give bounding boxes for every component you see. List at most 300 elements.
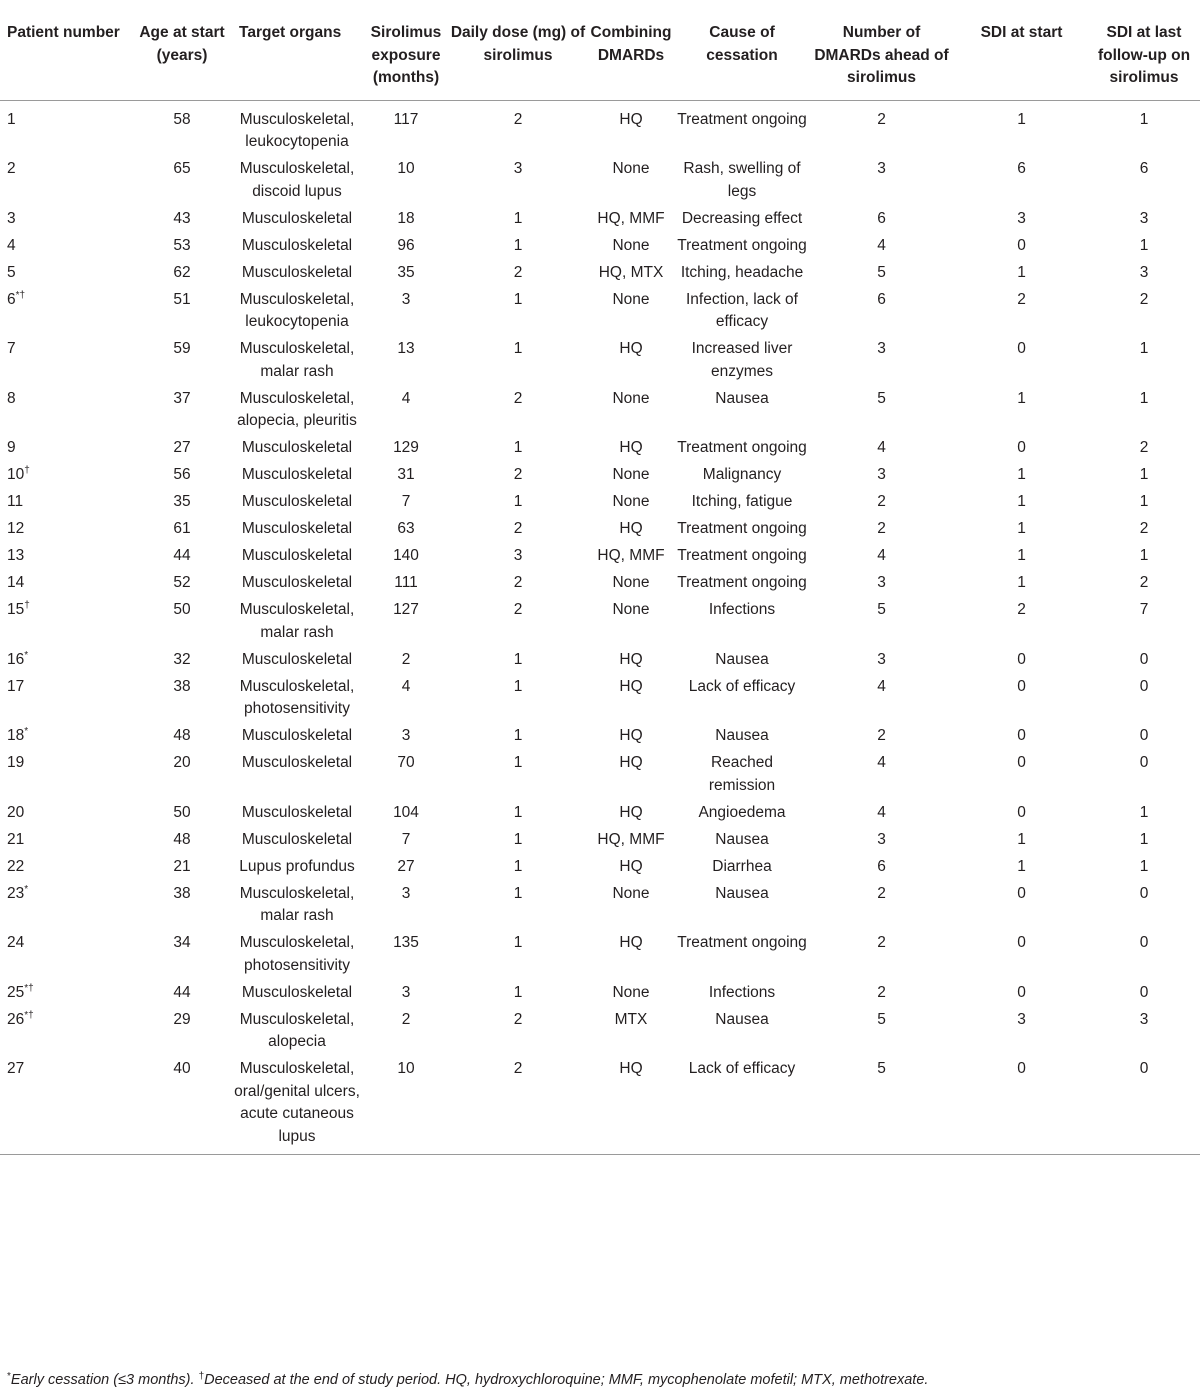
cell-number-of-dmards xyxy=(808,979,955,1006)
footnote-early-text: Early cessation (≤3 months). xyxy=(10,1372,199,1388)
table-row xyxy=(0,205,1200,232)
cell-patient-number xyxy=(0,1055,132,1155)
cell-cause-of-cessation xyxy=(676,488,808,515)
cell-sirolimus-exposure xyxy=(362,1006,450,1056)
cell-number-of-dmards-text: 4 xyxy=(877,803,886,821)
cell-target-organs-text: Musculoskeletal xyxy=(241,983,353,1001)
cell-target-organs-text: Musculoskeletal, malar rash xyxy=(239,884,355,924)
cell-age-at-start-text: 48 xyxy=(173,727,191,744)
table-row xyxy=(0,826,1200,853)
cell-combining-dmards xyxy=(586,100,676,155)
cell-number-of-dmards xyxy=(808,434,955,461)
cell-patient-number xyxy=(0,826,132,853)
cell-number-of-dmards-text: 3 xyxy=(877,830,886,848)
cell-combining-dmards xyxy=(586,569,676,596)
cell-age-at-start-text: 56 xyxy=(173,466,191,483)
cell-number-of-dmards-text: 4 xyxy=(877,677,886,695)
cell-target-organs xyxy=(232,335,362,385)
table-row xyxy=(0,542,1200,569)
cell-target-organs-text: Lupus profundus xyxy=(239,857,355,875)
cell-cause-of-cessation xyxy=(676,880,808,930)
cell-patient-number-text: 7 xyxy=(7,340,16,357)
cell-sdi-at-start xyxy=(955,515,1088,542)
cell-number-of-dmards xyxy=(808,488,955,515)
cell-cause-of-cessation-text: Treatment ongoing xyxy=(677,574,807,591)
cell-sirolimus-exposure xyxy=(362,853,450,880)
table-row xyxy=(0,673,1200,723)
cell-combining-dmards xyxy=(586,673,676,723)
cell-patient-number-text: 16 xyxy=(7,650,25,668)
cell-combining-dmards-text: HQ xyxy=(619,934,643,951)
cell-sdi-at-last-follow-up-text: 0 xyxy=(1139,983,1149,1001)
cell-cause-of-cessation-text: Angioedema xyxy=(698,803,786,821)
cell-combining-dmards xyxy=(586,461,676,488)
cell-target-organs xyxy=(232,1006,362,1056)
cell-sdi-at-last-follow-up-text: 1 xyxy=(1139,389,1149,407)
cell-combining-dmards xyxy=(586,488,676,515)
header-row xyxy=(0,15,1200,100)
cell-age-at-start-text: 62 xyxy=(173,263,191,281)
cell-sdi-at-last-follow-up-text: 3 xyxy=(1139,1010,1149,1028)
cell-sdi-at-start-text: 0 xyxy=(1017,677,1026,695)
cell-cause-of-cessation xyxy=(676,1006,808,1056)
cell-patient-number-text: 11 xyxy=(7,493,24,510)
cell-cause-of-cessation-text: Malignancy xyxy=(702,466,782,483)
cell-patient-number-text: 3 xyxy=(7,209,16,227)
cell-patient-number-text: 5 xyxy=(7,263,16,281)
cell-sdi-at-start xyxy=(955,853,1088,880)
cell-cause-of-cessation-text: Infections xyxy=(708,983,776,1001)
cell-sdi-at-start-text: 0 xyxy=(1017,803,1026,821)
cell-number-of-dmards-text: 3 xyxy=(877,650,886,668)
cell-cause-of-cessation xyxy=(676,722,808,749)
cell-patient-number xyxy=(0,434,132,461)
cell-age-at-start-text: 29 xyxy=(173,1010,191,1028)
cell-sdi-at-start xyxy=(955,542,1088,569)
cell-cause-of-cessation-text: Treatment ongoing xyxy=(677,439,807,456)
cell-sdi-at-last-follow-up xyxy=(1088,799,1200,826)
cell-sirolimus-exposure-text: 27 xyxy=(397,857,415,875)
table-row xyxy=(0,286,1200,336)
cell-sdi-at-start xyxy=(955,826,1088,853)
cell-age-at-start-text: 51 xyxy=(173,290,191,308)
cell-number-of-dmards-text: 4 xyxy=(877,547,886,564)
cell-sirolimus-exposure-text: 127 xyxy=(393,601,419,618)
cell-combining-dmards-text: HQ, MMF xyxy=(597,547,665,564)
table-row xyxy=(0,749,1200,799)
footnote-mark: * xyxy=(24,883,29,895)
cell-daily-dose xyxy=(450,259,586,286)
footnote-early-mark: * xyxy=(7,1371,11,1382)
cell-target-organs xyxy=(232,569,362,596)
cell-sdi-at-start xyxy=(955,385,1088,435)
cell-sirolimus-exposure-text: 140 xyxy=(393,547,419,564)
cell-cause-of-cessation xyxy=(676,434,808,461)
cell-age-at-start-text: 50 xyxy=(173,803,191,821)
cell-target-organs-text: Musculoskeletal, malar rash xyxy=(239,601,355,641)
cell-target-organs-text: Musculoskeletal xyxy=(241,209,353,227)
cell-sdi-at-start-text: 6 xyxy=(1017,160,1026,177)
cell-daily-dose-text: 1 xyxy=(513,803,523,821)
cell-daily-dose-text: 1 xyxy=(513,439,523,456)
cell-sdi-at-last-follow-up-text: 1 xyxy=(1139,340,1149,357)
cell-combining-dmards xyxy=(586,853,676,880)
cell-sdi-at-last-follow-up-text: 2 xyxy=(1139,290,1149,308)
cell-daily-dose xyxy=(450,673,586,723)
cell-number-of-dmards xyxy=(808,100,955,155)
cell-cause-of-cessation-text: Treatment ongoing xyxy=(677,520,807,537)
cell-combining-dmards xyxy=(586,1006,676,1056)
cell-patient-number xyxy=(0,880,132,930)
footnote-mark: *† xyxy=(24,982,34,994)
cell-combining-dmards-text: HQ xyxy=(619,340,643,357)
cell-patient-number xyxy=(0,461,132,488)
cell-patient-number-text: 25 xyxy=(7,983,25,1001)
cell-sdi-at-start xyxy=(955,335,1088,385)
cell-number-of-dmards-text: 3 xyxy=(877,466,886,483)
table-row xyxy=(0,569,1200,596)
cell-patient-number-text: 2 xyxy=(7,160,16,177)
cell-target-organs-text: Musculoskeletal xyxy=(241,493,353,510)
cell-sdi-at-last-follow-up xyxy=(1088,1055,1200,1155)
cell-number-of-dmards xyxy=(808,515,955,542)
cell-target-organs-text: Musculoskeletal xyxy=(241,803,353,821)
cell-sirolimus-exposure xyxy=(362,979,450,1006)
cell-combining-dmards xyxy=(586,542,676,569)
table-row xyxy=(0,979,1200,1006)
table-row xyxy=(0,385,1200,435)
cell-age-at-start xyxy=(132,799,232,826)
cell-cause-of-cessation xyxy=(676,979,808,1006)
cell-age-at-start-text: 38 xyxy=(173,884,191,902)
cell-sirolimus-exposure xyxy=(362,1055,450,1155)
cell-sirolimus-exposure xyxy=(362,461,450,488)
cell-sdi-at-start-text: 1 xyxy=(1017,574,1026,591)
cell-target-organs-text: Musculoskeletal xyxy=(241,439,353,456)
table-header xyxy=(0,15,1200,100)
cell-sirolimus-exposure xyxy=(362,646,450,673)
cell-sdi-at-start-text: 1 xyxy=(1017,857,1026,875)
cell-patient-number-text: 8 xyxy=(7,389,16,407)
header-daily-dose: Daily dose (mg) of sirolimus xyxy=(450,15,586,100)
cell-sdi-at-last-follow-up-text: 1 xyxy=(1139,236,1149,254)
cell-number-of-dmards-text: 5 xyxy=(877,1010,886,1028)
cell-daily-dose-text: 1 xyxy=(513,934,523,951)
cell-sdi-at-last-follow-up xyxy=(1088,461,1200,488)
cell-daily-dose-text: 2 xyxy=(513,110,523,128)
header-cause-of-cessation: Cause of cessation xyxy=(676,15,808,100)
cell-patient-number-text: 12 xyxy=(7,520,25,537)
cell-sdi-at-last-follow-up xyxy=(1088,722,1200,749)
cell-sirolimus-exposure-text: 129 xyxy=(393,439,419,456)
cell-age-at-start-text: 44 xyxy=(173,547,191,564)
cell-daily-dose-text: 2 xyxy=(513,520,523,537)
cell-daily-dose-text: 1 xyxy=(513,493,523,510)
cell-number-of-dmards xyxy=(808,385,955,435)
cell-target-organs xyxy=(232,596,362,646)
cell-sdi-at-start xyxy=(955,596,1088,646)
cell-daily-dose xyxy=(450,434,586,461)
cell-sdi-at-start xyxy=(955,461,1088,488)
cell-sdi-at-last-follow-up xyxy=(1088,515,1200,542)
cell-number-of-dmards-text: 6 xyxy=(877,857,886,875)
cell-age-at-start xyxy=(132,100,232,155)
cell-age-at-start xyxy=(132,673,232,723)
cell-target-organs xyxy=(232,749,362,799)
cell-target-organs-text: Musculoskeletal xyxy=(241,466,353,483)
cell-age-at-start xyxy=(132,542,232,569)
cell-number-of-dmards xyxy=(808,335,955,385)
cell-patient-number xyxy=(0,929,132,979)
cell-combining-dmards xyxy=(586,929,676,979)
cell-patient-number xyxy=(0,259,132,286)
cell-sirolimus-exposure-text: 3 xyxy=(401,983,411,1001)
cell-cause-of-cessation xyxy=(676,232,808,259)
cell-number-of-dmards xyxy=(808,1055,955,1155)
cell-age-at-start xyxy=(132,722,232,749)
cell-age-at-start-text: 52 xyxy=(173,574,191,591)
cell-daily-dose-text: 1 xyxy=(513,983,523,1001)
cell-sirolimus-exposure xyxy=(362,542,450,569)
cell-age-at-start-text: 21 xyxy=(173,857,191,875)
cell-number-of-dmards-text: 2 xyxy=(877,727,886,744)
cell-sdi-at-start-text: 1 xyxy=(1017,547,1026,564)
cell-age-at-start-text: 65 xyxy=(173,160,191,177)
cell-age-at-start xyxy=(132,979,232,1006)
cell-target-organs-text: Musculoskeletal xyxy=(241,547,353,564)
cell-cause-of-cessation xyxy=(676,259,808,286)
table-row xyxy=(0,880,1200,930)
cell-number-of-dmards xyxy=(808,853,955,880)
cell-target-organs xyxy=(232,155,362,205)
table-row xyxy=(0,1006,1200,1056)
cell-combining-dmards xyxy=(586,515,676,542)
header-combining-dmards: Combining DMARDs xyxy=(586,15,676,100)
cell-patient-number-text: 6 xyxy=(7,290,16,308)
cell-patient-number xyxy=(0,749,132,799)
cell-cause-of-cessation xyxy=(676,569,808,596)
cell-number-of-dmards xyxy=(808,749,955,799)
cell-cause-of-cessation xyxy=(676,1055,808,1155)
cell-sdi-at-last-follow-up xyxy=(1088,853,1200,880)
cell-cause-of-cessation-text: Reached remission xyxy=(708,754,776,794)
cell-patient-number xyxy=(0,286,132,336)
cell-target-organs-text: Musculoskeletal xyxy=(241,574,353,591)
cell-sdi-at-last-follow-up-text: 2 xyxy=(1139,520,1149,537)
cell-target-organs xyxy=(232,259,362,286)
cell-sdi-at-start xyxy=(955,749,1088,799)
cell-sdi-at-last-follow-up-text: 1 xyxy=(1139,493,1149,510)
cell-patient-number xyxy=(0,232,132,259)
cell-combining-dmards-text: None xyxy=(612,160,650,177)
cell-sdi-at-last-follow-up-text: 1 xyxy=(1139,110,1149,128)
cell-sdi-at-last-follow-up-text: 1 xyxy=(1139,830,1149,848)
cell-sirolimus-exposure-text: 63 xyxy=(397,520,415,537)
cell-sirolimus-exposure xyxy=(362,515,450,542)
cell-sdi-at-last-follow-up-text: 2 xyxy=(1139,574,1149,591)
cell-sirolimus-exposure-text: 2 xyxy=(401,650,411,668)
cell-sdi-at-last-follow-up-text: 1 xyxy=(1139,547,1149,564)
cell-target-organs xyxy=(232,929,362,979)
cell-sirolimus-exposure xyxy=(362,100,450,155)
cell-sirolimus-exposure-text: 3 xyxy=(401,884,411,902)
cell-age-at-start-text: 35 xyxy=(173,493,191,510)
cell-cause-of-cessation-text: Rash, swelling of legs xyxy=(683,160,801,200)
cell-combining-dmards-text: None xyxy=(612,983,650,1001)
cell-daily-dose-text: 3 xyxy=(513,160,523,177)
cell-sdi-at-start-text: 0 xyxy=(1017,1060,1026,1077)
cell-age-at-start-text: 34 xyxy=(173,934,191,951)
cell-daily-dose xyxy=(450,749,586,799)
cell-number-of-dmards-text: 5 xyxy=(877,1060,886,1077)
cell-daily-dose-text: 2 xyxy=(513,601,523,618)
cell-sirolimus-exposure-text: 4 xyxy=(401,389,411,407)
cell-patient-number-text: 4 xyxy=(7,236,16,254)
cell-target-organs-text: Musculoskeletal xyxy=(241,650,353,668)
cell-sdi-at-start-text: 1 xyxy=(1017,389,1026,407)
cell-combining-dmards-text: None xyxy=(612,493,650,510)
cell-combining-dmards xyxy=(586,749,676,799)
cell-patient-number xyxy=(0,979,132,1006)
cell-age-at-start-text: 59 xyxy=(173,340,191,357)
cell-combining-dmards xyxy=(586,434,676,461)
cell-sirolimus-exposure-text: 70 xyxy=(397,754,415,771)
cell-sdi-at-start xyxy=(955,155,1088,205)
cell-sdi-at-start-text: 0 xyxy=(1017,236,1026,254)
cell-sdi-at-start-text: 2 xyxy=(1017,601,1026,618)
cell-combining-dmards-text: HQ xyxy=(619,727,643,744)
cell-daily-dose xyxy=(450,1006,586,1056)
cell-sdi-at-start-text: 0 xyxy=(1017,340,1026,357)
cell-sdi-at-start-text: 1 xyxy=(1017,493,1026,510)
cell-target-organs-text: Musculoskeletal xyxy=(241,520,353,537)
cell-sdi-at-last-follow-up xyxy=(1088,646,1200,673)
cell-sdi-at-start-text: 1 xyxy=(1017,110,1026,128)
cell-number-of-dmards xyxy=(808,929,955,979)
footnote-mark: * xyxy=(24,649,29,661)
cell-cause-of-cessation xyxy=(676,799,808,826)
cell-sdi-at-start-text: 1 xyxy=(1017,263,1026,281)
cell-patient-number-text: 15 xyxy=(7,601,25,618)
cell-sdi-at-last-follow-up-text: 7 xyxy=(1139,601,1149,618)
cell-sdi-at-last-follow-up-text: 1 xyxy=(1139,803,1149,821)
cell-sirolimus-exposure-text: 4 xyxy=(401,677,411,695)
cell-combining-dmards-text: HQ xyxy=(619,857,643,875)
cell-daily-dose-text: 2 xyxy=(513,1060,523,1077)
cell-sdi-at-start xyxy=(955,1055,1088,1155)
cell-age-at-start-text: 50 xyxy=(173,601,191,618)
footnote-mark: * xyxy=(24,726,29,737)
cell-target-organs-text: Musculoskeletal, alopecia, pleuritis xyxy=(237,389,357,429)
cell-patient-number-text: 14 xyxy=(7,574,25,591)
cell-sdi-at-start-text: 0 xyxy=(1017,934,1026,951)
cell-daily-dose-text: 1 xyxy=(513,236,523,254)
cell-patient-number xyxy=(0,542,132,569)
cell-sirolimus-exposure xyxy=(362,259,450,286)
cell-sdi-at-last-follow-up xyxy=(1088,232,1200,259)
table-row xyxy=(0,335,1200,385)
cell-number-of-dmards-text: 2 xyxy=(877,110,886,128)
cell-sirolimus-exposure xyxy=(362,155,450,205)
cell-combining-dmards-text: HQ xyxy=(619,677,643,695)
cell-number-of-dmards-text: 3 xyxy=(877,574,886,591)
cell-patient-number xyxy=(0,335,132,385)
cell-number-of-dmards xyxy=(808,722,955,749)
cell-cause-of-cessation xyxy=(676,673,808,723)
cell-sirolimus-exposure xyxy=(362,673,450,723)
patient-table xyxy=(0,15,1200,1155)
cell-combining-dmards-text: HQ xyxy=(619,803,643,821)
cell-daily-dose xyxy=(450,569,586,596)
cell-sdi-at-last-follow-up-text: 0 xyxy=(1139,677,1149,695)
cell-target-organs-text: Musculoskeletal, oral/genital ulcers, acute cutaneous lupus xyxy=(234,1060,360,1145)
cell-patient-number xyxy=(0,385,132,435)
cell-sdi-at-last-follow-up xyxy=(1088,569,1200,596)
cell-sirolimus-exposure xyxy=(362,749,450,799)
cell-sdi-at-last-follow-up-text: 3 xyxy=(1139,263,1149,281)
cell-number-of-dmards xyxy=(808,232,955,259)
cell-patient-number-text: 17 xyxy=(7,677,25,695)
cell-age-at-start-text: 43 xyxy=(173,209,191,227)
cell-number-of-dmards xyxy=(808,880,955,930)
cell-combining-dmards xyxy=(586,826,676,853)
cell-sirolimus-exposure xyxy=(362,286,450,336)
cell-sdi-at-last-follow-up-text: 1 xyxy=(1139,466,1149,483)
cell-daily-dose xyxy=(450,286,586,336)
cell-age-at-start xyxy=(132,155,232,205)
cell-cause-of-cessation-text: Lack of efficacy xyxy=(688,1060,796,1077)
cell-patient-number-text: 24 xyxy=(7,934,25,951)
cell-number-of-dmards-text: 5 xyxy=(877,601,886,618)
cell-age-at-start-text: 20 xyxy=(173,754,191,771)
cell-target-organs-text: Musculoskeletal xyxy=(241,236,353,254)
cell-sdi-at-last-follow-up xyxy=(1088,259,1200,286)
cell-sdi-at-start xyxy=(955,488,1088,515)
cell-age-at-start xyxy=(132,853,232,880)
cell-daily-dose-text: 2 xyxy=(513,263,523,281)
cell-sdi-at-start xyxy=(955,1006,1088,1056)
cell-daily-dose-text: 1 xyxy=(513,830,523,848)
cell-daily-dose-text: 1 xyxy=(513,727,523,744)
cell-number-of-dmards-text: 2 xyxy=(877,493,886,510)
cell-sirolimus-exposure-text: 31 xyxy=(397,466,415,483)
cell-sdi-at-last-follow-up xyxy=(1088,880,1200,930)
cell-sirolimus-exposure-text: 3 xyxy=(401,290,411,308)
cell-combining-dmards-text: None xyxy=(612,884,650,902)
cell-age-at-start-text: 48 xyxy=(173,830,191,848)
cell-patient-number-text: 22 xyxy=(7,857,25,875)
cell-patient-number xyxy=(0,722,132,749)
cell-target-organs xyxy=(232,880,362,930)
cell-age-at-start xyxy=(132,205,232,232)
cell-cause-of-cessation-text: Infections xyxy=(708,601,776,618)
cell-number-of-dmards xyxy=(808,596,955,646)
cell-target-organs xyxy=(232,434,362,461)
cell-target-organs-text: Musculoskeletal xyxy=(241,263,353,281)
cell-cause-of-cessation xyxy=(676,749,808,799)
cell-sdi-at-start xyxy=(955,569,1088,596)
cell-sirolimus-exposure-text: 111 xyxy=(394,574,418,591)
cell-target-organs xyxy=(232,461,362,488)
cell-target-organs xyxy=(232,205,362,232)
cell-cause-of-cessation-text: Itching, fatigue xyxy=(691,493,793,510)
cell-patient-number-text: 26 xyxy=(7,1010,25,1028)
cell-combining-dmards xyxy=(586,286,676,336)
cell-age-at-start xyxy=(132,385,232,435)
cell-combining-dmards xyxy=(586,799,676,826)
header-sdi-at-last-follow-up: SDI at last follow-up on sirolimus xyxy=(1088,15,1200,100)
cell-daily-dose-text: 1 xyxy=(513,884,523,902)
